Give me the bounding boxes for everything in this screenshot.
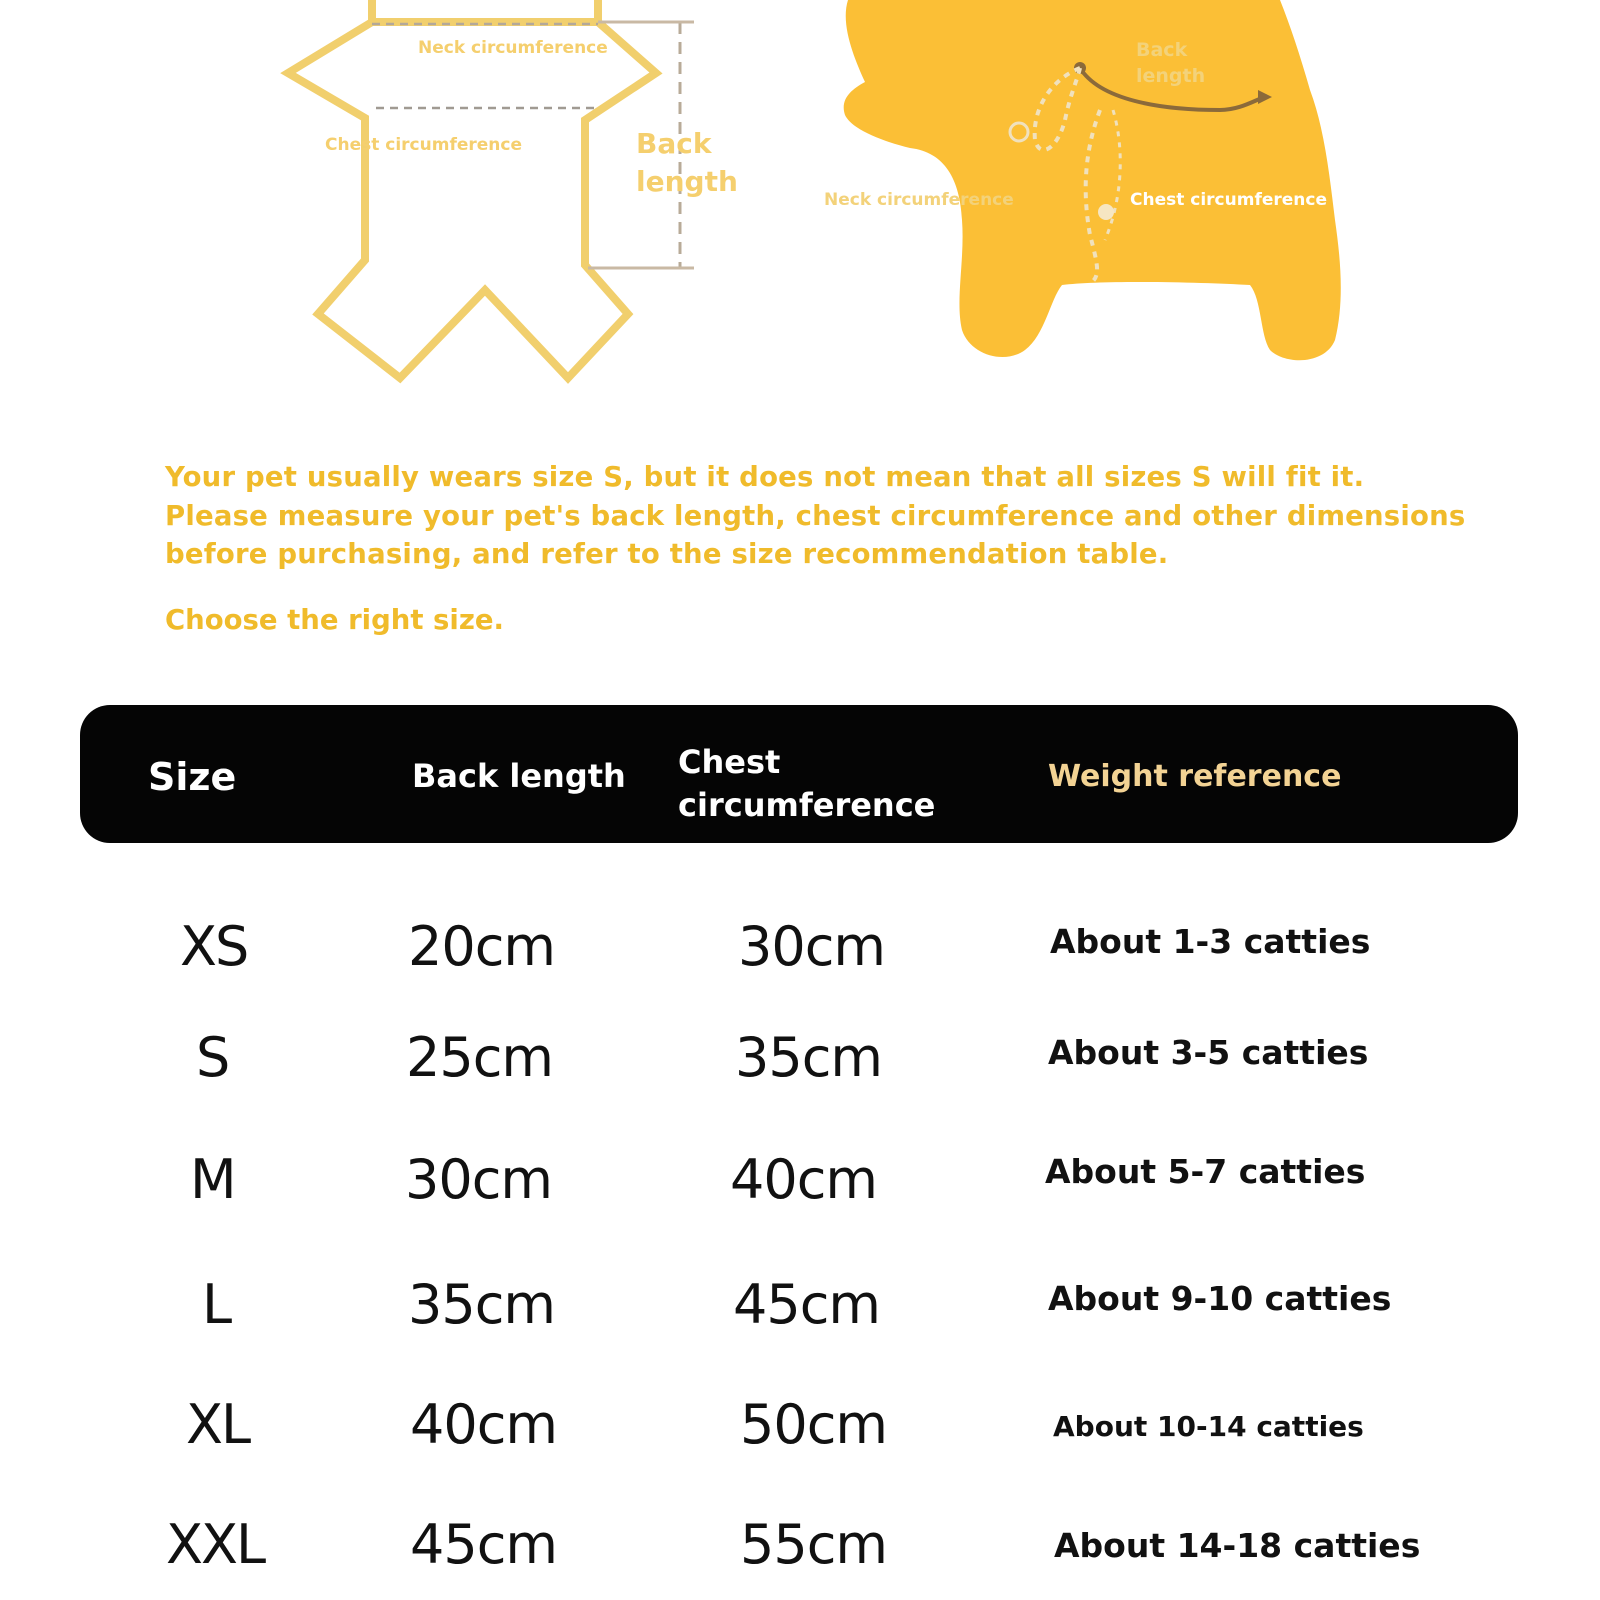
row-back-length: 35cm xyxy=(408,1273,556,1336)
dog-back-label-line2: length xyxy=(1136,65,1206,87)
row-size: S xyxy=(196,1026,229,1089)
dog-silhouette-icon xyxy=(800,0,1600,420)
row-size: XS xyxy=(180,915,248,978)
dog-neck-label: Neck circumference xyxy=(824,190,1014,210)
row-size: L xyxy=(202,1273,231,1336)
garment-back-label-line1: Back xyxy=(636,127,712,160)
row-weight: About 14-18 catties xyxy=(1054,1526,1421,1565)
header-back-length: Back length xyxy=(412,757,626,795)
dog-measurement-diagram xyxy=(800,0,1600,420)
notice-line-1: Your pet usually wears size S, but it does not mean that all sizes S will fit it. xyxy=(165,461,1365,493)
row-weight: About 3-5 catties xyxy=(1048,1033,1369,1072)
row-size: M xyxy=(190,1148,235,1211)
notice-line-2: Please measure your pet's back length, chest circumference and other dimensions xyxy=(165,499,1466,532)
garment-neck-label: Neck circumference xyxy=(418,38,608,58)
row-weight: About 10-14 catties xyxy=(1053,1410,1364,1443)
row-weight: About 9-10 catties xyxy=(1048,1279,1392,1318)
row-back-length: 45cm xyxy=(410,1513,558,1576)
row-back-length: 20cm xyxy=(408,915,556,978)
row-chest: 40cm xyxy=(730,1148,878,1211)
row-chest: 55cm xyxy=(740,1513,888,1576)
garment-outline-icon xyxy=(0,0,800,420)
header-size: Size xyxy=(148,755,237,799)
dog-back-label-line1: Back xyxy=(1136,39,1188,61)
row-back-length: 40cm xyxy=(410,1393,558,1456)
row-chest: 50cm xyxy=(740,1393,888,1456)
row-weight: About 5-7 catties xyxy=(1045,1152,1366,1191)
notice-line-3: before purchasing, and refer to the size recommendation table. xyxy=(165,538,1169,570)
row-chest: 30cm xyxy=(738,915,886,978)
garment-back-label-line2: length xyxy=(636,165,738,198)
row-chest: 45cm xyxy=(733,1273,881,1336)
header-chest-line1: Chest xyxy=(678,743,781,781)
row-size: XXL xyxy=(166,1513,265,1576)
garment-measurement-diagram xyxy=(0,0,800,420)
row-back-length: 30cm xyxy=(405,1148,553,1211)
dog-chest-label: Chest circumference xyxy=(1130,190,1328,210)
header-weight-reference: Weight reference xyxy=(1048,759,1342,794)
row-weight: About 1-3 catties xyxy=(1050,922,1371,961)
row-chest: 35cm xyxy=(735,1026,883,1089)
header-chest-line2: circumference xyxy=(678,786,936,824)
size-table-header xyxy=(80,705,1518,843)
garment-chest-label: Chest circumference xyxy=(325,135,523,155)
row-size: XL xyxy=(186,1393,250,1456)
header-chest-circumference xyxy=(678,741,978,827)
choose-size-text: Choose the right size. xyxy=(165,604,504,636)
row-back-length: 25cm xyxy=(406,1026,554,1089)
sizing-notice xyxy=(165,458,1465,574)
